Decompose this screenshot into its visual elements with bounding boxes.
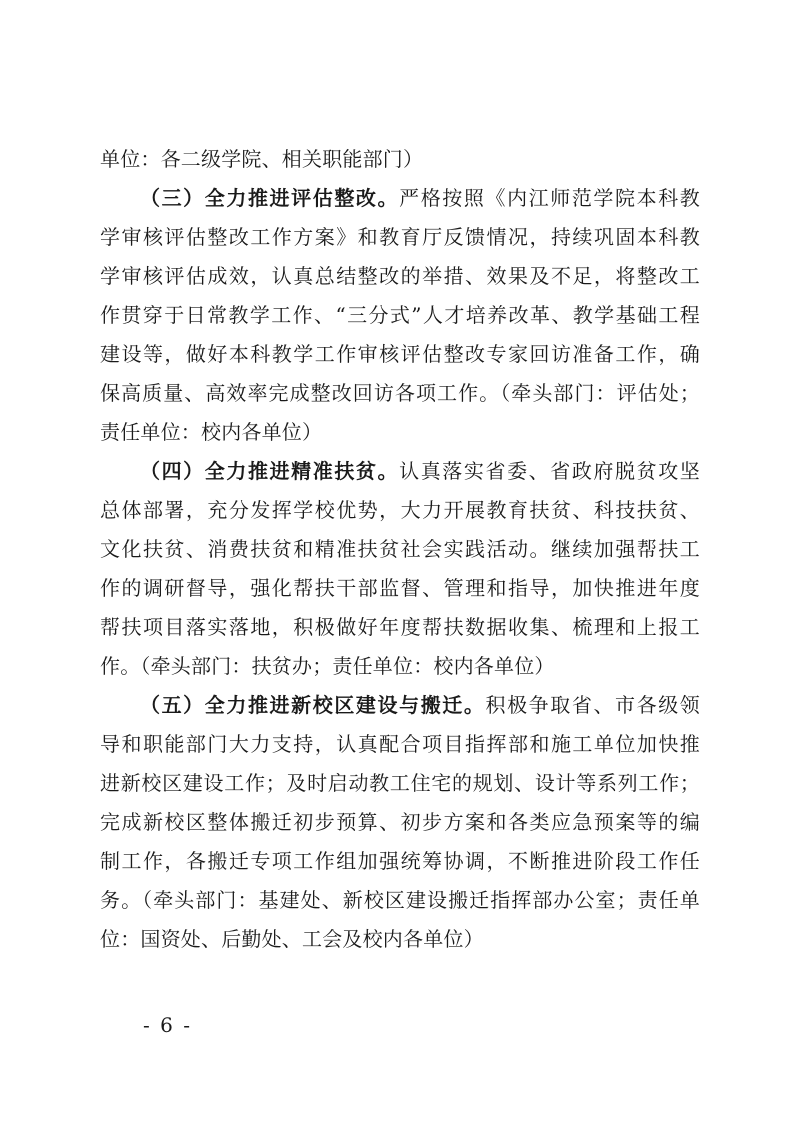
text-line: 作贯穿于日常教学工作、“三分式”人才培养改革、教学基础工程: [100, 303, 700, 327]
text-line: 帮扶项目落实落地，积极做好年度帮扶数据收集、梳理和上报工: [100, 615, 700, 639]
text-line: 制工作，各搬迁专项工作组加强统筹协调，不断推进阶段工作任: [100, 849, 700, 873]
text-line: 单位：各二级学院、相关职能部门）: [100, 147, 424, 171]
text-line: [100, 452, 700, 491]
text-line: 作的调研督导，强化帮扶干部监督、管理和指导，加快推进年度: [100, 576, 700, 600]
text-line: 完成新校区整体搬迁初步预算、初步方案和各类应急预案等的编: [100, 810, 700, 834]
text-line: 保高质量、高效率完成整改回访各项工作。（牵头部门：评估处；: [100, 381, 700, 405]
text-line: 学审核评估成效，认真总结整改的举措、效果及不足，将整改工: [100, 264, 700, 288]
text-line: 位：国资处、后勤处、工会及校内各单位）: [100, 927, 484, 951]
text-line: 总体部署，充分发挥学校优势，大力开展教育扶贫、科技扶贫、: [100, 498, 700, 522]
section-text: 认真落实省委、省政府脱贫攻坚: [399, 459, 700, 483]
section-text: 积极争取省、市各级领: [485, 693, 701, 717]
text-line: 建设等，做好本科教学工作审核评估整改专家回访准备工作，确: [100, 342, 700, 366]
section-heading: （五）全力推进新校区建设与搬迁。: [140, 693, 486, 717]
text-line: 责任单位：校内各单位）: [100, 420, 323, 444]
section-heading: （三）全力推进评估整改。: [140, 186, 400, 210]
text-line: 学审核评估整改工作方案》和教育厅反馈情况，持续巩固本科教: [100, 225, 700, 249]
text-line: [100, 686, 700, 725]
section-text: 严格按照《内江师范学院本科教: [399, 186, 700, 210]
text-line: 务。（牵头部门：基建处、新校区建设搬迁指挥部办公室；责任单: [100, 888, 700, 912]
text-line: 文化扶贫、消费扶贫和精准扶贫社会实践活动。继续加强帮扶工: [100, 537, 700, 561]
text-line: 作。（牵头部门：扶贫办；责任单位：校内各单位）: [100, 654, 555, 678]
page-number: - 6 -: [143, 1013, 192, 1037]
text-line: 导和职能部门大力支持，认真配合项目指挥部和施工单位加快推: [100, 732, 700, 756]
text-line: [100, 179, 700, 218]
document-body: [100, 140, 700, 959]
text-line: 进新校区建设工作；及时启动教工住宅的规划、设计等系列工作；: [100, 771, 700, 795]
section-heading: （四）全力推进精准扶贫。: [140, 459, 400, 483]
